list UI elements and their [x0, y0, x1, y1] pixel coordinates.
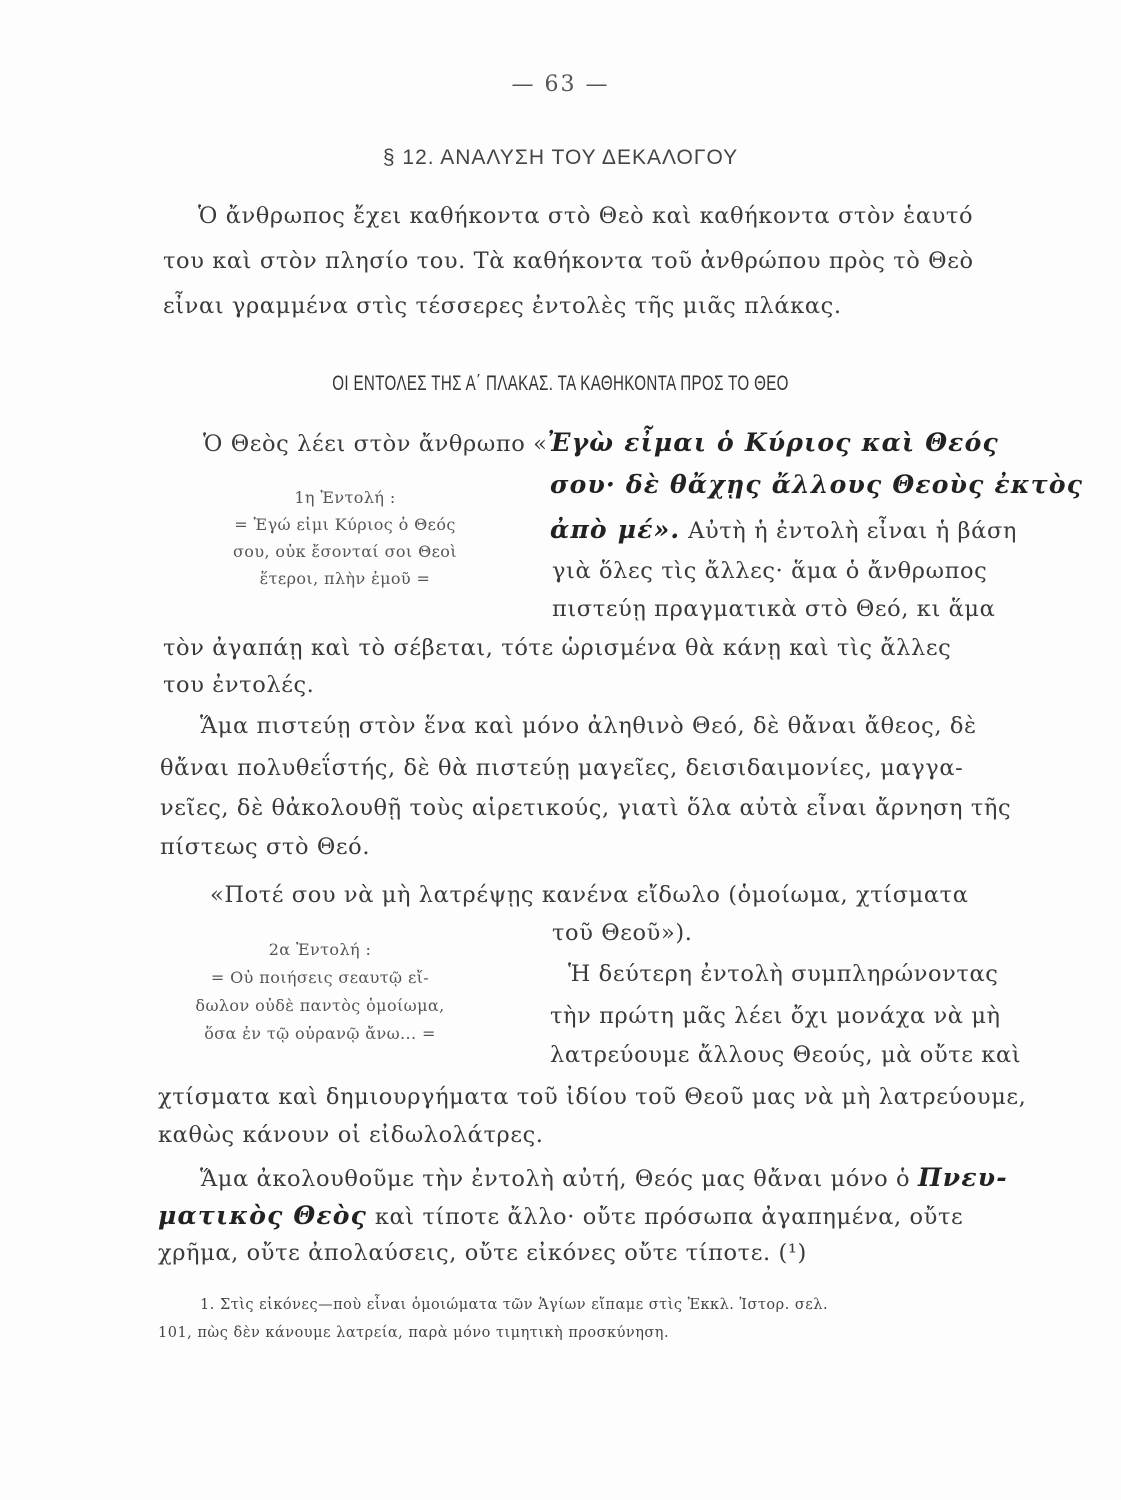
commandment1-line-5: πιστεύῃ πραγματικὰ στὸ Θεό, κι ἅμα	[552, 596, 996, 622]
commandment1-note-line-1: = Ἐγώ εἰμι Κύριος ὁ Θεός	[234, 515, 456, 534]
paragraph2-line-4: πίστεως στὸ Θεό.	[160, 834, 371, 860]
paragraph3-bold-2: ματικὸς Θεὸς	[158, 1201, 368, 1230]
commandment1-line-4: γιὰ ὅλες τὶς ἄλλες· ἅμα ὁ ἄνθρωπος	[552, 558, 988, 584]
commandment2-quote-2: τοῦ Θεοῦ»).	[552, 920, 693, 946]
commandment1-note-title: 1η Ἐντολή :	[294, 488, 396, 507]
commandment1-note-line-2: σου, οὐκ ἔσονταί σοι Θεοὶ	[232, 542, 457, 561]
commandment2-line-3: λατρεύουμε ἄλλους Θεούς, μὰ οὔτε καὶ	[550, 1042, 1022, 1068]
commandment2-line-1: Ἡ δεύτερη ἐντολὴ συμπληρώνοντας	[568, 961, 999, 987]
paragraph3-line-2	[158, 1203, 963, 1229]
commandment2-line-5: καθὼς κάνουν οἱ εἰδωλολάτρες.	[158, 1122, 544, 1148]
intro-line-1: Ὁ ἄνθρωπος ἔχει καθήκοντα στὸ Θεὸ καὶ καθήκοντα στὸν ἑαυτό	[198, 203, 974, 229]
paragraph2-line-1: Ἅμα πιστεύῃ στὸν ἕνα καὶ μόνο ἀληθινὸ Θεό, δὲ θἄναι ἄθεος, δὲ	[200, 713, 977, 739]
footnote-line-1: 1. Στὶς εἰκόνες—ποὺ εἶναι ὁμοιώματα τῶν Ἁγίων εἴπαμε στὶς Ἐκκλ. Ἱστορ. σελ.	[200, 1297, 829, 1313]
commandment1-note-line-3: ἕτεροι, πλὴν ἐμοῦ =	[259, 569, 431, 588]
commandment1-line-7: του ἐντολές.	[163, 672, 315, 698]
paragraph3-line-2-rest: καὶ τίποτε ἄλλο· οὔτε πρόσωπα ἀγαπημένα, οὔτε	[374, 1204, 964, 1230]
commandment2-line-4: χτίσματα καὶ δημιουργήματα τοῦ ἰδίου τοῦ Θεοῦ μας νὰ μὴ λατρεύουμε,	[158, 1084, 1027, 1110]
commandment2-note-line-3: ὅσα ἐν τῷ οὐρανῷ ἄνω... =	[204, 1024, 436, 1043]
commandment1-lead-text: Ὁ Θεὸς λέει στὸν ἄνθρωπο «	[203, 431, 548, 457]
paragraph3-bold-1: Πνευ-	[917, 1163, 1008, 1192]
subheading: ΟΙ ΕΝΤΟΛΕΣ ΤΗΣ Α΄ ΠΛΑΚΑΣ. ΤΑ ΚΑΘΗΚΟΝΤΑ ΠΡΟΣ ΤΟ ΘΕΟ	[332, 372, 789, 395]
commandment1-bold-1: Ἐγὼ εἶμαι ὁ Κύριος καὶ Θεός	[547, 428, 999, 457]
commandment2-line-2: τὴν πρώτη μᾶς λέει ὄχι μονάχα νὰ μὴ	[550, 1003, 1001, 1029]
paragraph2-line-3: νεῖες, δὲ θἀκολουθῇ τοὺς αἱρετικούς, γιατὶ ὅλα αὐτὰ εἶναι ἄρνηση τῆς	[160, 795, 1012, 821]
paragraph2-line-2: θἄναι πολυθεΐστής, δὲ θὰ πιστεύῃ μαγεῖες, δεισιδαιμονίες, μαγγα-	[160, 755, 964, 781]
commandment2-quote-1: «Ποτέ σου νὰ μὴ λατρέψῃς κανένα εἴδωλο (ὁμοίωμα, χτίσματα	[210, 882, 969, 908]
commandment2-note-title: 2α Ἐντολή :	[268, 940, 372, 959]
commandment2-note-line-2: δωλον οὐδὲ παντὸς ὁμοίωμα,	[195, 996, 445, 1015]
commandment1-lead	[203, 430, 999, 456]
commandment1-line-3-rest: Αὐτὴ ἡ ἐντολὴ εἶναι ἡ βάση	[688, 518, 1017, 544]
commandment1-bold-2: σου· δὲ θἄχῃς ἄλλους Θεοὺς ἐκτὸς	[550, 470, 1084, 499]
paragraph3-line-3: χρῆμα, οὔτε ἀπολαύσεις, οὔτε εἰκόνες οὔτε τίποτε. (¹)	[158, 1240, 807, 1266]
commandment1-line-6: τὸν ἀγαπάῃ καὶ τὸ σέβεται, τότε ὡρισμένα θὰ κάνῃ καὶ τὶς ἄλλες	[163, 635, 952, 661]
intro-line-2: του καὶ στὸν πλησίο του. Τὰ καθήκοντα τοῦ ἀνθρώπου πρὸς τὸ Θεὸ	[163, 248, 974, 274]
commandment1-line-3	[550, 517, 1017, 543]
paragraph3-line-1	[200, 1165, 1008, 1191]
paragraph3-line-1-text: Ἅμα ἀκολουθοῦμε τὴν ἐντολὴ αὐτή, Θεός μας θἄναι μόνο ὁ	[200, 1166, 911, 1192]
intro-line-3: εἶναι γραμμένα στὶς τέσσερες ἐντολὲς τῆς μιᾶς πλάκας.	[163, 293, 842, 319]
commandment1-bold-3: ἀπὸ μέ».	[550, 515, 681, 544]
section-title: § 12. ΑΝΑΛΥΣΗ ΤΟΥ ΔΕΚΑΛΟΓΟΥ	[382, 146, 739, 169]
commandment2-note-line-1: = Οὐ ποιήσεις σεαυτῷ εἴ-	[210, 968, 430, 987]
footnote-line-2: 101, πὼς δὲν κάνουμε λατρεία, παρὰ μόνο τιμητικὴ προσκύνηση.	[158, 1325, 670, 1341]
page-number: — 63 —	[511, 72, 610, 97]
